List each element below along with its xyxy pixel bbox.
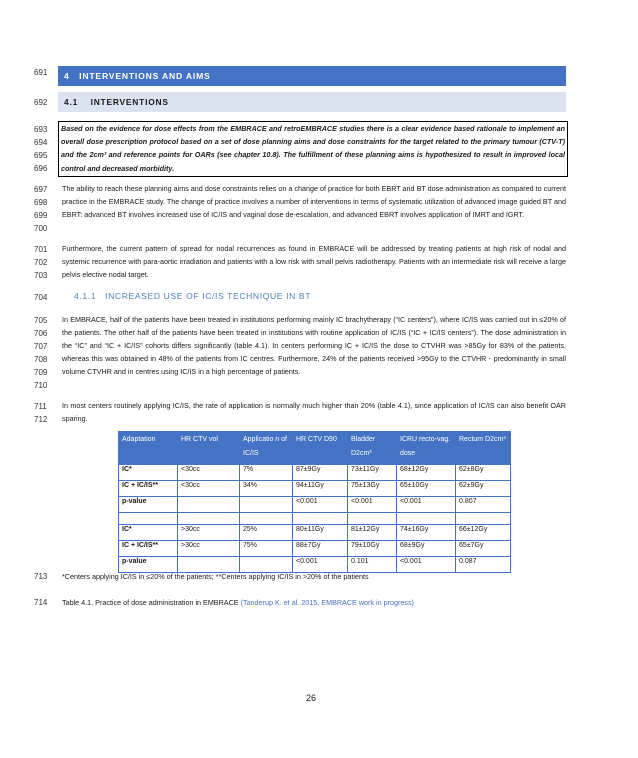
section-heading [64, 71, 211, 81]
paragraph: Furthermore, the current pattern of spread for nodal recurrences as found in EMBRACE will be addressed by treating patients at high risk of nodal and systemic recurrence with para-aortic irradiation and patients with a low risk with small pelvis radiotherapy. Patients with an intermediate risk will receive a large pelvis elective nodal target. [62, 244, 566, 279]
table-cell [240, 513, 293, 525]
table-row [119, 541, 511, 557]
subsection-heading-bar [58, 92, 566, 112]
line-number: 700 [34, 224, 48, 233]
paragraph: The ability to reach these planning aims and dose constraints relies on a change of practice for both EBRT and BT dose administration as compared to current practice in the EMBRACE study. The change of practice involves a number of interventions in terms of systematic utilization of advanced image guided BT and EBRT: advanced BT involves increased use of IC/IS and vaginal dose de-escalation, and advanced EBRT involves application of IMRT and IGRT. [62, 184, 566, 219]
subsection-number: 4.1 [64, 97, 79, 107]
line-number: 706 [34, 329, 48, 338]
table-row [119, 525, 511, 541]
section-title: INTERVENTIONS AND AIMS [79, 71, 211, 81]
caption-text: Table 4.1. Practice of dose administration in EMBRACE [62, 598, 239, 607]
table-cell: 0.807 [456, 497, 511, 513]
table-cell: IC* [119, 465, 178, 481]
table-cell: p-value [119, 557, 178, 573]
table-cell: <0.001 [348, 497, 397, 513]
table-cell: 65±7Gy [456, 541, 511, 557]
table-cell [240, 557, 293, 573]
table-cell: 68±9Gy [397, 541, 456, 557]
table-header-cell: ICRU recto-vag. dose [397, 432, 456, 465]
table-cell: 34% [240, 481, 293, 497]
table-cell [397, 513, 456, 525]
line-number: 693 [34, 125, 48, 134]
line-number: 691 [34, 68, 48, 77]
table-cell [456, 513, 511, 525]
table-cell: p-value [119, 497, 178, 513]
table-cell: 94±11Gy [293, 481, 348, 497]
table-cell: 79±10Gy [348, 541, 397, 557]
table-cell: 75% [240, 541, 293, 557]
table-cell: <0.001 [293, 557, 348, 573]
table-header-row [119, 432, 511, 465]
subsection-title: INTERVENTIONS [90, 97, 169, 107]
table-cell: 87±9Gy [293, 465, 348, 481]
line-number: 705 [34, 316, 48, 325]
line-number: 711 [34, 402, 47, 411]
section-heading-bar [58, 66, 566, 86]
section-number: 4 [64, 71, 70, 81]
line-number: 708 [34, 355, 48, 364]
highlighted-rationale-box: Based on the evidence for dose effects from the EMBRACE and retroEMBRACE studies there is a clear evidence based rationale to implement an overall dose prescription protocol based on a set of dose planning aims and dose constraints for the target related to the primary tumour (CTV-T) and the 2cm³ and reference points for OARs (see chapter 10.8). The fulfillment of these planning aims is hypothesized to result in improved local control and decreased morbidity. [58, 121, 568, 177]
table-cell: 25% [240, 525, 293, 541]
table-cell: >30cc [178, 525, 240, 541]
table-cell: 75±13Gy [348, 481, 397, 497]
table-cell: 66±12Gy [456, 525, 511, 541]
dose-administration-table [118, 431, 511, 573]
table-cell [178, 497, 240, 513]
table-caption [62, 598, 414, 607]
table-row [119, 481, 511, 497]
table-footnote: *Centers applying IC/IS in ≤20% of the patients; **Centers applying IC/IS in >20% of the patients [62, 572, 369, 581]
line-number: 709 [34, 368, 48, 377]
table-cell: IC* [119, 525, 178, 541]
table-cell: 7% [240, 465, 293, 481]
line-number: 698 [34, 198, 48, 207]
table-cell: <0.001 [397, 557, 456, 573]
subsubsection-title: INCREASED USE OF IC/IS TECHNIQUE IN BT [105, 291, 312, 301]
table-header-cell: Adaptation [119, 432, 178, 465]
line-number: 714 [34, 598, 48, 607]
table-cell [119, 513, 178, 525]
table-row [119, 557, 511, 573]
table-cell: >30cc [178, 541, 240, 557]
table-cell: 62±8Gy [456, 465, 511, 481]
table-cell [178, 513, 240, 525]
subsubsection-number: 4.1.1 [74, 291, 97, 301]
table-cell: <0.001 [397, 497, 456, 513]
table-cell: <30cc [178, 481, 240, 497]
table-cell: 0.101 [348, 557, 397, 573]
paragraph: In most centers routinely applying IC/IS, the rate of application is normally much higher than 20% (table 4.1), since application of IC/IS can also benefit OAR sparing. [62, 401, 566, 423]
line-number: 710 [34, 381, 48, 390]
table-cell: <30cc [178, 465, 240, 481]
table-cell: 74±16Gy [397, 525, 456, 541]
subsection-heading [64, 97, 169, 107]
caption-reference-link[interactable]: (Tanderup K. et al. 2015, EMBRACE work in progress) [240, 598, 414, 607]
line-number: 712 [34, 415, 48, 424]
table-cell [293, 513, 348, 525]
table-row [119, 513, 511, 525]
table-row [119, 497, 511, 513]
table-header-cell: Bladder D2cm³ [348, 432, 397, 465]
table-cell: 65±10Gy [397, 481, 456, 497]
line-number: 702 [34, 258, 48, 267]
table-row [119, 465, 511, 481]
table-cell: IC + IC/IS** [119, 481, 178, 497]
table-cell: 68±12Gy [397, 465, 456, 481]
page-number: 26 [306, 693, 317, 703]
line-number: 695 [34, 151, 48, 160]
line-number: 703 [34, 271, 48, 280]
table-cell: IC + IC/IS** [119, 541, 178, 557]
table-cell: <0.001 [293, 497, 348, 513]
table-header-cell: Applicatio n of IC/IS [240, 432, 293, 465]
table-cell: 73±11Gy [348, 465, 397, 481]
line-number: 713 [34, 572, 48, 581]
subsubsection-heading [74, 291, 311, 301]
table-cell: 62±9Gy [456, 481, 511, 497]
line-number: 692 [34, 98, 48, 107]
table-cell [178, 557, 240, 573]
table-cell: 88±7Gy [293, 541, 348, 557]
paragraph: In EMBRACE, half of the patients have been treated in institutions performing mainly IC brachytherapy (“IC centers”), where IC/IS was carried out in ≤20% of the patients. The other half of the patients have been treated in institutions with routine application of IC/IS (“IC + IC/IS centers”). The dose administration in the “IC” and “IC + IC/IS” cohorts differs significantly (table 4.1). In centers performing IC + IC/IS the dose to CTVHR was >85Gy for 83% of the patients, whereas this was obtained in 48% of the patients from IC centres. Furthermore, 24% of the patients received >95Gy to the CTVHR - predominantly in small volume CTVHR and in centres using IC/IS in a high percentage of patients. [62, 315, 566, 376]
table-header-cell: HR CTV vol [178, 432, 240, 465]
table-cell: 80±11Gy [293, 525, 348, 541]
table-cell [240, 497, 293, 513]
table-cell [348, 513, 397, 525]
line-number: 699 [34, 211, 48, 220]
table-cell: 0.087 [456, 557, 511, 573]
table-cell: 81±12Gy [348, 525, 397, 541]
line-number: 704 [34, 293, 48, 302]
table-header-cell: HR CTV D90 [293, 432, 348, 465]
line-number: 696 [34, 164, 48, 173]
line-number: 694 [34, 138, 48, 147]
line-number: 697 [34, 185, 48, 194]
table-header-cell: Rectum D2cm³ [456, 432, 511, 465]
line-number: 701 [34, 245, 48, 254]
line-number: 707 [34, 342, 48, 351]
